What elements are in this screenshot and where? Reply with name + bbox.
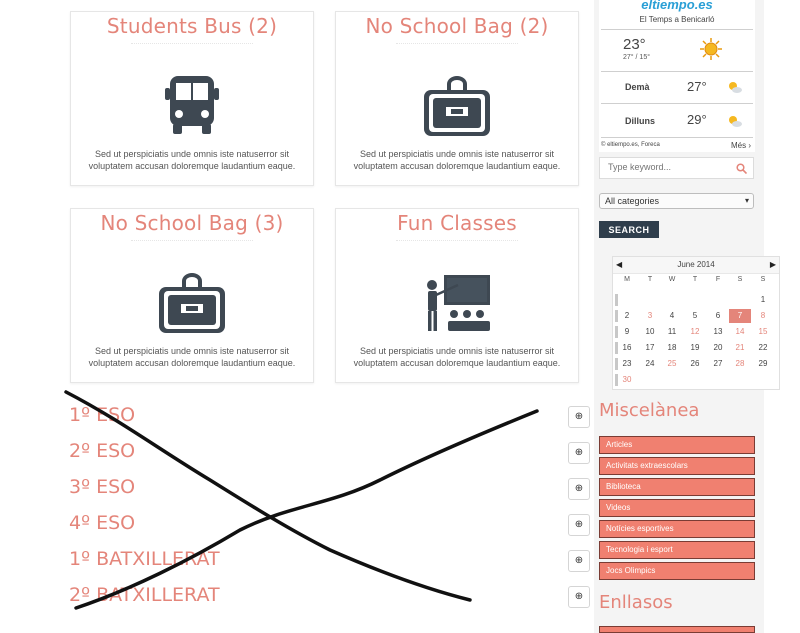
prev-month-icon[interactable]: ◀ bbox=[616, 260, 623, 269]
misc-link[interactable]: Notícies esportives bbox=[599, 520, 755, 538]
level-link[interactable]: 2º BATXILLERAT bbox=[69, 584, 220, 606]
weather-brand[interactable]: eltiempo.es bbox=[641, 0, 713, 12]
divider bbox=[601, 71, 753, 72]
level-link[interactable]: 4º ESO bbox=[69, 512, 136, 534]
calendar-day[interactable]: 12 bbox=[690, 327, 700, 336]
calendar-weekday: S bbox=[760, 276, 766, 283]
search-icon[interactable] bbox=[736, 163, 747, 174]
calendar-day[interactable]: 13 bbox=[713, 327, 723, 336]
calendar-day[interactable]: 23 bbox=[622, 359, 632, 368]
calendar-day[interactable]: 15 bbox=[758, 327, 768, 336]
plus-circle-icon: ⊕ bbox=[574, 555, 584, 566]
misc-link[interactable]: Jocs Olimpics bbox=[599, 562, 755, 580]
forecast-day: Dilluns bbox=[625, 116, 656, 126]
today-range: 27° / 15° bbox=[623, 54, 651, 61]
calendar-day[interactable]: 9 bbox=[624, 327, 630, 336]
calendar-day[interactable]: 4 bbox=[669, 311, 675, 320]
calendar-day[interactable]: 18 bbox=[667, 343, 677, 352]
calendar-day[interactable]: 2 bbox=[624, 311, 630, 320]
level-link[interactable]: 1º BATXILLERAT bbox=[69, 548, 220, 570]
calendar-week-marker bbox=[615, 294, 618, 306]
calendar-weekday: S bbox=[737, 276, 743, 283]
category-select-value: All categories bbox=[605, 196, 660, 206]
expand-button[interactable] bbox=[568, 406, 590, 428]
calendar-day[interactable]: 3 bbox=[647, 311, 653, 320]
calendar-weekday: F bbox=[715, 276, 721, 283]
calendar-header bbox=[613, 257, 779, 274]
divider bbox=[601, 137, 753, 138]
title-divider bbox=[131, 43, 253, 44]
calendar-day[interactable]: 8 bbox=[760, 311, 766, 320]
course-card bbox=[335, 208, 579, 383]
plus-circle-icon: ⊕ bbox=[574, 519, 584, 530]
calendar-day[interactable]: 25 bbox=[667, 359, 677, 368]
calendar-weekday: T bbox=[692, 276, 698, 283]
sun-icon bbox=[700, 38, 722, 60]
next-month-icon[interactable]: ▶ bbox=[769, 260, 776, 269]
card-title[interactable]: Students Bus (2) bbox=[106, 14, 278, 38]
plus-circle-icon: ⊕ bbox=[574, 483, 584, 494]
weather-location: El Temps a Benicarló bbox=[639, 15, 715, 24]
calendar-day[interactable]: 10 bbox=[645, 327, 655, 336]
misc-link[interactable]: Tecnologia i esport bbox=[599, 541, 755, 559]
search-button[interactable]: SEARCH bbox=[599, 221, 659, 238]
forecast-temp: 29° bbox=[687, 112, 707, 127]
misc-link[interactable]: Activitats extraescolars bbox=[599, 457, 755, 475]
level-link[interactable]: 3º ESO bbox=[69, 476, 136, 498]
expand-button[interactable] bbox=[568, 478, 590, 500]
plus-circle-icon: ⊕ bbox=[574, 411, 584, 422]
plus-circle-icon: ⊕ bbox=[574, 447, 584, 458]
enllasos-link[interactable] bbox=[599, 626, 755, 633]
level-link[interactable]: 2º ESO bbox=[69, 440, 136, 462]
calendar-day[interactable]: 19 bbox=[690, 343, 700, 352]
calendar-day[interactable]: 6 bbox=[715, 311, 721, 320]
misc-link[interactable]: Biblioteca bbox=[599, 478, 755, 496]
sun-cloud-icon bbox=[727, 114, 743, 128]
today-temperature: 23° bbox=[623, 36, 646, 53]
teacher-classroom-icon bbox=[422, 271, 492, 335]
misc-link[interactable]: Videos bbox=[599, 499, 755, 517]
calendar-day[interactable]: 30 bbox=[622, 375, 632, 384]
plus-circle-icon: ⊕ bbox=[574, 591, 584, 602]
category-select[interactable] bbox=[599, 193, 754, 209]
calendar-day[interactable]: 5 bbox=[692, 311, 698, 320]
calendar-day[interactable]: 7 bbox=[729, 309, 751, 323]
calendar-day[interactable]: 28 bbox=[735, 359, 745, 368]
card-title[interactable]: No School Bag (2) bbox=[365, 14, 549, 38]
calendar-weekday: W bbox=[668, 276, 676, 283]
calendar-day[interactable]: 20 bbox=[713, 343, 723, 352]
level-link[interactable]: 1º ESO bbox=[69, 404, 136, 426]
calendar-day[interactable]: 14 bbox=[735, 327, 745, 336]
schoolbag-icon bbox=[157, 271, 227, 335]
chevron-down-icon: ▾ bbox=[744, 196, 749, 205]
schoolbag-icon bbox=[422, 74, 492, 138]
expand-button[interactable] bbox=[568, 550, 590, 572]
weather-more-link[interactable]: Més › bbox=[731, 141, 751, 150]
enllasos-title: Enllasos bbox=[599, 592, 673, 613]
course-card bbox=[70, 11, 314, 186]
calendar-day[interactable]: 16 bbox=[622, 343, 632, 352]
card-description: Sed ut perspiciatis unde omnis iste natuserror sit voluptatem accusan doloremque laudantium eaque. bbox=[353, 346, 561, 368]
forecast-day: Demà bbox=[625, 82, 650, 92]
calendar-day[interactable]: 21 bbox=[735, 343, 745, 352]
calendar-day[interactable]: 29 bbox=[758, 359, 768, 368]
search-input[interactable] bbox=[606, 161, 730, 173]
misc-link[interactable]: Articles bbox=[599, 436, 755, 454]
course-card bbox=[335, 11, 579, 186]
calendar-day[interactable]: 26 bbox=[690, 359, 700, 368]
title-divider bbox=[396, 240, 518, 241]
sun-cloud-icon bbox=[727, 80, 743, 94]
bus-icon bbox=[157, 74, 227, 138]
search-field[interactable] bbox=[599, 157, 754, 179]
calendar-weekday: M bbox=[624, 276, 630, 283]
calendar-month: June 2014 bbox=[677, 260, 715, 269]
calendar-weekday: T bbox=[647, 276, 653, 283]
weather-widget bbox=[599, 0, 755, 152]
calendar-day[interactable]: 1 bbox=[760, 295, 766, 304]
expand-button[interactable] bbox=[568, 442, 590, 464]
card-description: Sed ut perspiciatis unde omnis iste natuserror sit voluptatem accusan doloremque laudantium eaque. bbox=[88, 149, 296, 171]
divider bbox=[601, 29, 753, 30]
forecast-temp: 27° bbox=[687, 79, 707, 94]
card-title[interactable]: No School Bag (3) bbox=[100, 211, 284, 235]
calendar-day[interactable]: 27 bbox=[713, 359, 723, 368]
calendar-day[interactable]: 11 bbox=[667, 327, 677, 336]
card-description: Sed ut perspiciatis unde omnis iste natuserror sit voluptatem accusan doloremque laudantium eaque. bbox=[88, 346, 296, 368]
miscelanea-title: Miscelànea bbox=[599, 400, 700, 421]
weather-credit[interactable]: © eltiempo.es, Foreca bbox=[601, 142, 660, 148]
calendar-day[interactable]: 17 bbox=[645, 343, 655, 352]
expand-button[interactable] bbox=[568, 586, 590, 608]
card-title[interactable]: Fun Classes bbox=[397, 211, 517, 235]
divider bbox=[601, 103, 753, 104]
title-divider bbox=[396, 43, 518, 44]
course-card bbox=[70, 208, 314, 383]
calendar-day[interactable]: 22 bbox=[758, 343, 768, 352]
expand-button[interactable] bbox=[568, 514, 590, 536]
title-divider bbox=[131, 240, 253, 241]
calendar-day[interactable]: 24 bbox=[645, 359, 655, 368]
calendar-widget bbox=[612, 256, 780, 390]
card-description: Sed ut perspiciatis unde omnis iste natuserror sit voluptatem accusan doloremque laudantium eaque. bbox=[353, 149, 561, 171]
